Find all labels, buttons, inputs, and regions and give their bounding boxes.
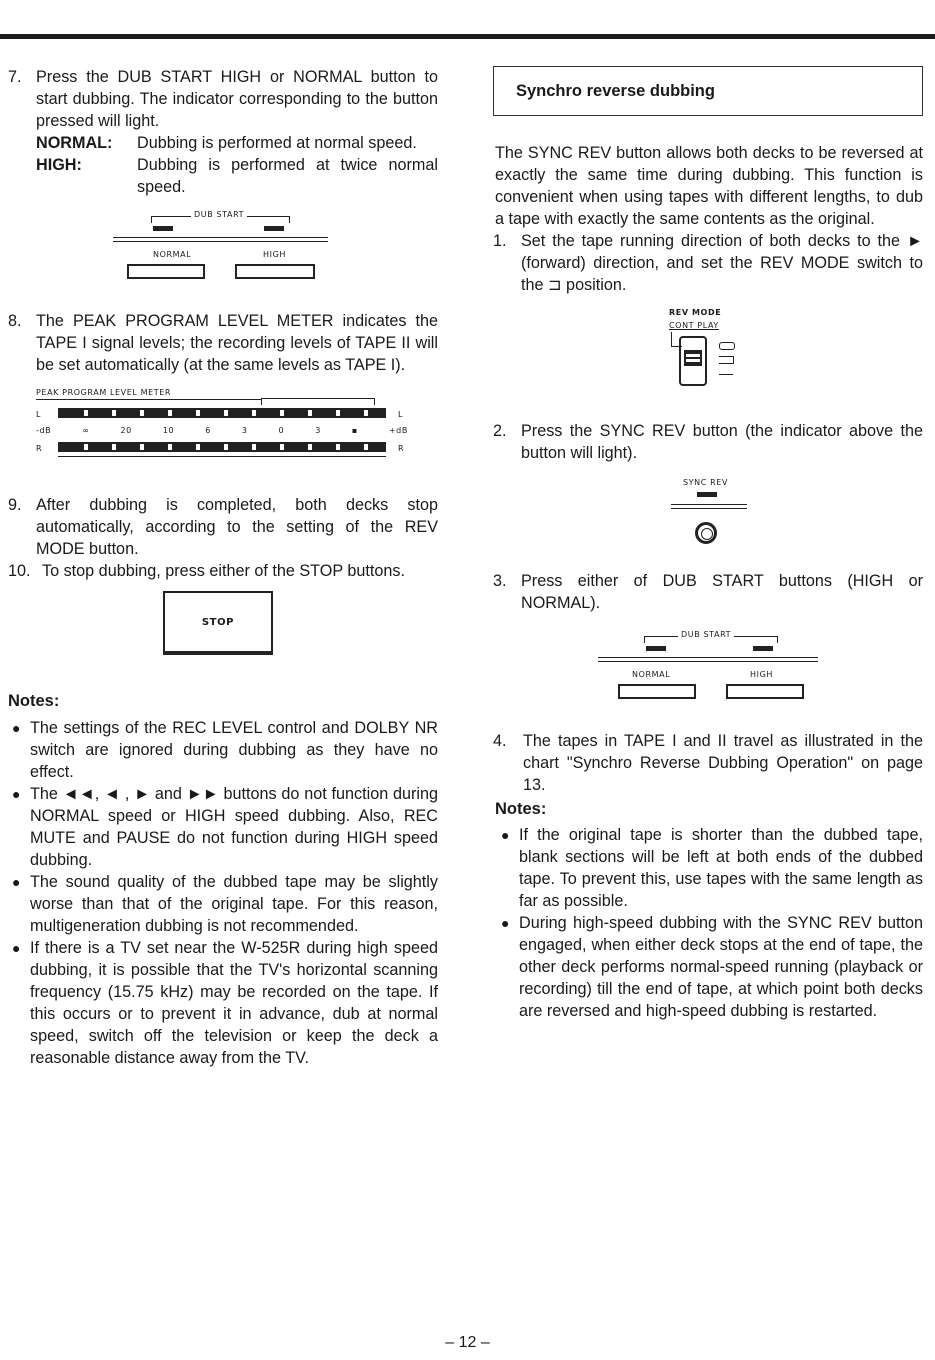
note-item xyxy=(8,717,438,783)
note-item xyxy=(8,783,438,871)
normal-indicator xyxy=(646,646,666,651)
high-label: HIGH xyxy=(263,250,286,259)
step-7 xyxy=(8,66,438,198)
step-8 xyxy=(8,310,438,376)
intro-paragraph: The SYNC REV button allows both decks to be reversed at exactly the same time during dubbing. This function is convenient when using tapes with different lengths, to dub a tape with exactly the same contents as the original. xyxy=(495,144,923,228)
meter-right-channel xyxy=(58,442,386,452)
high-indicator xyxy=(264,226,284,231)
note-text: The settings of the REC LEVEL control and DOLBY NR switch are ignored during dubbing as they have no effect. xyxy=(30,719,438,781)
scale-label: -dB xyxy=(36,426,52,435)
step-8-text: The PEAK PROGRAM LEVEL METER indicates the TAPE I signal levels; the recording levels of TAPE II will be set automatically (at the same levels as TAPE I). xyxy=(36,312,438,374)
meter-right-label-right: R xyxy=(398,444,405,453)
figure-divider xyxy=(598,657,818,658)
normal-definition xyxy=(36,132,438,154)
high-indicator xyxy=(753,646,773,651)
scale-label: 3 xyxy=(315,426,321,435)
sync-step-2-text: Press the SYNC REV button (the indicator above the button will light). xyxy=(521,422,923,462)
step-10 xyxy=(8,560,438,582)
step-7-number: 7. xyxy=(8,68,22,86)
rev-mode-figure xyxy=(669,308,759,400)
meter-title-underline xyxy=(36,399,261,400)
note-item xyxy=(8,937,438,1069)
bullet-dot-icon: ● xyxy=(12,940,21,956)
sync-step-4-number: 4. xyxy=(493,732,507,750)
dub-start-title: DUB START xyxy=(678,630,734,639)
meter-base-line xyxy=(58,456,386,457)
sync-step-4 xyxy=(493,730,923,796)
note-text: The sound quality of the dubbed tape may be slightly worse than that of the original tape. For this reason, multigeneration dubbing is not recommended. xyxy=(30,873,438,935)
sync-rev-indicator xyxy=(697,492,717,497)
note-text: During high-speed dubbing with the SYNC REV button engaged, when either deck stops at the end of tape, the other deck performs normal-speed running (playback or recording) till the end of tape, at which point both decks are reversed and high-speed dubbing is restarted. xyxy=(519,914,923,1020)
dub-start-title: DUB START xyxy=(191,210,247,219)
dub-start-figure xyxy=(113,210,328,282)
high-description: Dubbing is performed at twice normal speed. xyxy=(137,156,438,196)
bullet-dot-icon: ● xyxy=(12,786,21,802)
single-mode-icon xyxy=(719,374,733,375)
sync-step-1 xyxy=(493,230,923,296)
meter-left-label: L xyxy=(36,410,42,419)
high-label: HIGH xyxy=(750,670,773,679)
normal-label: NORMAL xyxy=(632,670,671,679)
level-meter-figure xyxy=(36,388,436,468)
sync-rev-title: SYNC REV xyxy=(683,478,728,487)
meter-left-label-right: L xyxy=(398,410,404,419)
left-notes-list xyxy=(8,717,438,1069)
rev-mode-switch-knob xyxy=(684,350,702,366)
meter-bracket xyxy=(261,398,375,405)
scale-label: 3 xyxy=(241,426,248,435)
scale-label: ∞ xyxy=(82,426,90,435)
right-notes-heading: Notes: xyxy=(495,800,547,818)
loop-mode-icon xyxy=(719,342,735,350)
one-way-mode-icon xyxy=(719,356,734,364)
dub-normal-button[interactable] xyxy=(618,684,696,699)
sync-step-3-text: Press either of DUB START buttons (HIGH or NORMAL). xyxy=(521,572,923,612)
left-notes-heading: Notes: xyxy=(8,692,60,710)
note-item xyxy=(8,871,438,937)
section-title-box xyxy=(493,66,923,116)
meter-left-channel xyxy=(58,408,386,418)
note-text: If the original tape is shorter than the dubbed tape, blank sections will be left at both ends of the dubbed tape. To prevent this, use tapes with the same length as far as possible. xyxy=(519,826,923,910)
dub-start-figure-right xyxy=(598,630,818,702)
note-item xyxy=(497,912,923,1022)
note-text: The ◄◄, ◄ , ► and ►► buttons do not function during NORMAL speed or HIGH speed dubbing. Also, REC MUTE and PAUSE do not function during HIGH speed dubbing. xyxy=(30,785,438,869)
sync-rev-button[interactable] xyxy=(695,522,717,544)
step-8-number: 8. xyxy=(8,312,22,330)
high-definition xyxy=(36,154,438,198)
normal-label: NORMAL xyxy=(153,250,192,259)
step-9-text: After dubbing is completed, both decks stop automatically, according to the setting of the REV MODE button. xyxy=(36,496,438,558)
page-number: – 12 – xyxy=(445,1334,490,1351)
sync-step-4-text: The tapes in TAPE I and II travel as illustrated in the chart "Synchro Reverse Dubbing Operation" on page 13. xyxy=(523,732,923,794)
scale-label: 0 xyxy=(278,426,285,435)
rev-mode-title: REV MODE xyxy=(669,308,722,317)
note-item xyxy=(497,824,923,912)
normal-term: NORMAL: xyxy=(36,134,113,152)
high-term: HIGH: xyxy=(36,156,82,174)
sync-step-3 xyxy=(493,570,923,614)
meter-title: PEAK PROGRAM LEVEL METER xyxy=(36,388,172,397)
sync-step-1-number: 1. xyxy=(493,232,507,250)
meter-scale xyxy=(36,426,408,435)
rev-mode-sub: CONT PLAY xyxy=(669,321,719,330)
rev-mode-bracket xyxy=(671,332,682,347)
scale-label: 20 xyxy=(120,426,132,435)
figure-divider-2 xyxy=(113,241,328,242)
rev-mode-switch[interactable] xyxy=(679,336,707,386)
sync-rev-figure xyxy=(669,478,749,556)
scale-label: ▪ xyxy=(351,426,358,435)
left-column xyxy=(8,66,438,1069)
meter-right-label: R xyxy=(36,444,43,453)
step-7-text: Press the DUB START HIGH or NORMAL button to start dubbing. The indicator corresponding to the button pressed will light. xyxy=(36,68,438,130)
bullet-dot-icon: ● xyxy=(12,874,21,890)
sync-rev-divider-2 xyxy=(671,508,747,509)
sync-rev-button-inner xyxy=(701,528,713,540)
scale-label: 10 xyxy=(162,426,175,435)
step-10-text: To stop dubbing, press either of the STOP buttons. xyxy=(42,562,405,580)
scale-label: 6 xyxy=(205,426,211,435)
top-rule xyxy=(0,34,935,39)
figure-divider xyxy=(113,237,328,238)
normal-description: Dubbing is performed at normal speed. xyxy=(137,134,417,152)
note-text: If there is a TV set near the W-525R during high speed dubbing, it is possible that the TV's horizontal scanning frequency (15.75 kHz) may be recorded on the tape. If this occurs or to prevent it in advance, dub at normal speed, switch off the television or keep the deck a reasonable distance away from the TV. xyxy=(30,939,438,1067)
normal-indicator xyxy=(153,226,173,231)
bullet-dot-icon: ● xyxy=(501,827,510,843)
step-9-number: 9. xyxy=(8,496,22,514)
right-column xyxy=(493,66,923,1022)
dub-high-button[interactable] xyxy=(726,684,804,699)
sync-step-1-text: Set the tape running direction of both decks to the ► (forward) direction, and set the REV MODE switch to the ⊐ position. xyxy=(521,232,923,294)
stop-button[interactable] xyxy=(163,591,273,655)
section-title: Synchro reverse dubbing xyxy=(516,81,715,100)
stop-button-label: STOP xyxy=(201,616,235,628)
sync-step-2 xyxy=(493,420,923,464)
right-notes-list xyxy=(493,824,923,1022)
bullet-dot-icon: ● xyxy=(12,720,21,736)
scale-label: +dB xyxy=(388,426,408,435)
bullet-dot-icon: ● xyxy=(501,915,510,931)
figure-divider-2 xyxy=(598,661,818,662)
dub-normal-button[interactable] xyxy=(127,264,205,279)
sync-rev-divider xyxy=(671,504,747,505)
dub-high-button[interactable] xyxy=(235,264,315,279)
sync-step-3-number: 3. xyxy=(493,572,507,590)
sync-step-2-number: 2. xyxy=(493,422,507,440)
step-10-number: 10. xyxy=(8,562,31,580)
step-9 xyxy=(8,494,438,560)
